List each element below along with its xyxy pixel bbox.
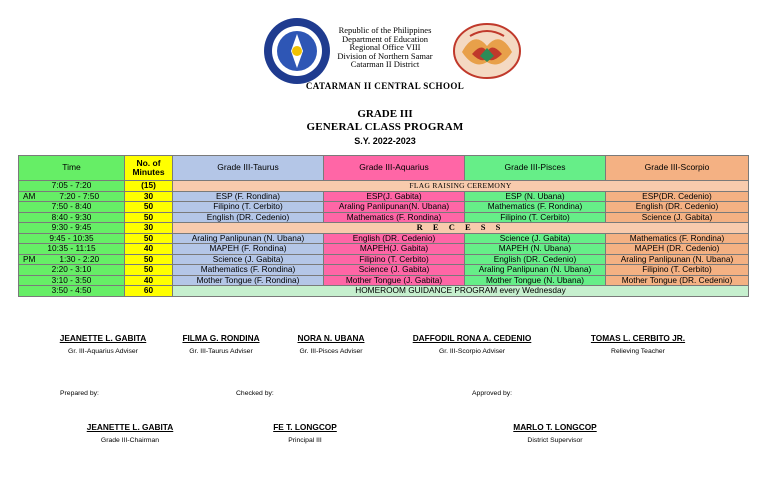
time-range: 7:50 - 8:40 xyxy=(51,201,92,211)
minutes-cell: 50 xyxy=(125,254,173,265)
header-pisces: Grade III-Pisces xyxy=(465,156,606,181)
signatory-name: JEANETTE L. GABITA xyxy=(86,422,174,432)
aquarius-cell: English (DR. Cedenio) xyxy=(324,233,465,244)
prepared-by-label: Prepared by: xyxy=(60,390,99,397)
table-row xyxy=(19,212,749,223)
scorpio-cell: Mathematics (F. Rondina) xyxy=(606,233,749,244)
scorpio-cell: Araling Panlipunan (N. Ubana) xyxy=(606,254,749,265)
table-row xyxy=(19,191,749,202)
header-minutes: No. of Minutes xyxy=(125,156,173,181)
time-range: 2:20 - 3:10 xyxy=(51,264,92,274)
table-row xyxy=(19,275,749,286)
adviser-signature xyxy=(402,333,542,355)
table-row xyxy=(19,286,749,297)
adviser-signature xyxy=(166,333,276,355)
header-line: Catarman II District xyxy=(350,59,420,70)
time-cell xyxy=(19,181,125,192)
adviser-role: Relieving Teacher xyxy=(611,348,665,355)
recess-cell: R E C E S S xyxy=(173,223,749,234)
time-cell xyxy=(19,265,125,276)
checker-signature xyxy=(260,422,350,444)
preparer-signature xyxy=(75,422,185,444)
header-line: Regional Office VIII xyxy=(349,42,421,53)
taurus-cell: Araling Panlipunan (N. Ubana) xyxy=(173,233,324,244)
time-range: 9:45 - 10:35 xyxy=(49,233,94,243)
aquarius-cell: MAPEH(J. Gabita) xyxy=(324,244,465,255)
scorpio-cell: Mother Tongue (DR. Cedenio) xyxy=(606,275,749,286)
time-range: 9:30 - 9:45 xyxy=(51,222,92,232)
table-row xyxy=(19,181,749,192)
table-header-row xyxy=(19,156,749,181)
time-range: 10:35 - 11:15 xyxy=(47,243,96,253)
pisces-cell: Mathematics (F. Rondina) xyxy=(465,202,606,213)
scorpio-cell: Science (J. Gabita) xyxy=(606,212,749,223)
minutes-cell: 60 xyxy=(125,286,173,297)
aquarius-cell: Araling Panlipunan(N. Ubana) xyxy=(324,202,465,213)
pisces-cell: Science (J. Gabita) xyxy=(465,233,606,244)
taurus-cell: Filipino (T. Cerbito) xyxy=(173,202,324,213)
flag-ceremony-cell: FLAG RAISING CEREMONY xyxy=(173,181,749,192)
table-row xyxy=(19,202,749,213)
scorpio-cell: ESP(DR. Cedenio) xyxy=(606,191,749,202)
adviser-name: NORA N. UBANA xyxy=(297,333,365,343)
adviser-name: TOMAS L. CERBITO JR. xyxy=(590,333,686,343)
program-title: GENERAL CLASS PROGRAM xyxy=(306,121,464,133)
time-range: 8:40 - 9:30 xyxy=(51,212,92,222)
scorpio-cell: MAPEH (DR. Cedenio) xyxy=(606,244,749,255)
time-range: 3:50 - 4:50 xyxy=(51,285,92,295)
time-cell xyxy=(19,202,125,213)
minutes-cell: 30 xyxy=(125,191,173,202)
adviser-signature xyxy=(578,333,698,355)
adviser-role: Gr. III-Aquarius Adviser xyxy=(68,348,138,355)
minutes-cell: 50 xyxy=(125,202,173,213)
minutes-cell: 50 xyxy=(125,265,173,276)
header-line: Division of Northern Samar xyxy=(337,50,433,61)
header-aquarius: Grade III-Aquarius xyxy=(324,156,465,181)
taurus-cell: ESP (F. Rondina) xyxy=(173,191,324,202)
table-row xyxy=(19,244,749,255)
adviser-role: Gr. III-Scorpio Adviser xyxy=(438,348,506,355)
taurus-cell: MAPEH (F. Rondina) xyxy=(173,244,324,255)
header-time: Time xyxy=(19,156,125,181)
header-line: Republic of the Philippines xyxy=(338,25,432,35)
time-range: 1:30 - 2:20 xyxy=(59,254,100,264)
taurus-cell: Science (J. Gabita) xyxy=(173,254,324,265)
aquarius-cell: Mother Tongue (J. Gabita) xyxy=(324,275,465,286)
taurus-cell: Mother Tongue (F. Rondina) xyxy=(173,275,324,286)
time-cell xyxy=(19,244,125,255)
header-taurus: Grade III-Taurus xyxy=(173,156,324,181)
scorpio-cell: Filipino (T. Cerbito) xyxy=(606,265,749,276)
adviser-signature xyxy=(48,333,158,355)
agency-header xyxy=(270,26,500,69)
time-range: 3:10 - 3:50 xyxy=(51,275,92,285)
minutes-cell: 30 xyxy=(125,223,173,234)
table-row xyxy=(19,233,749,244)
time-cell xyxy=(19,191,125,202)
adviser-role: Gr. III-Pisces Adviser xyxy=(299,348,363,355)
approved-by-label: Approved by: xyxy=(472,390,513,397)
class-schedule-table xyxy=(18,155,749,297)
checked-by-label: Checked by: xyxy=(236,390,274,397)
time-cell xyxy=(19,254,125,265)
minutes-cell: (15) xyxy=(125,181,173,192)
header-scorpio: Grade III-Scorpio xyxy=(606,156,749,181)
adviser-role: Gr. III-Taurus Adviser xyxy=(189,348,253,355)
time-cell xyxy=(19,275,125,286)
minutes-cell: 50 xyxy=(125,233,173,244)
pisces-cell: MAPEH (N. Ubana) xyxy=(465,244,606,255)
aquarius-cell: ESP(J. Gabita) xyxy=(324,191,465,202)
time-range: 7:20 - 7:50 xyxy=(59,191,100,201)
header-line: Department of Education xyxy=(342,33,428,44)
signatory-name: MARLO T. LONGCOP xyxy=(513,422,597,432)
scorpio-cell: English (DR. Cedenio) xyxy=(606,202,749,213)
signatory-name: FE T. LONGCOP xyxy=(273,422,337,432)
time-cell xyxy=(19,286,125,297)
pisces-cell: ESP (N. Ubana) xyxy=(465,191,606,202)
adviser-name: JEANETTE L. GABITA xyxy=(59,333,147,343)
time-cell xyxy=(19,223,125,234)
adviser-name: DAFFODIL RONA A. CEDENIO xyxy=(412,333,532,343)
table-row xyxy=(19,254,749,265)
table-row xyxy=(19,223,749,234)
homeroom-cell: HOMEROOM GUIDANCE PROGRAM every Wednesday xyxy=(173,286,749,297)
minutes-cell: 40 xyxy=(125,275,173,286)
ampm-label: AM xyxy=(23,191,36,201)
adviser-signature xyxy=(276,333,386,355)
pisces-cell: English (DR. Cedenio) xyxy=(465,254,606,265)
adviser-name: FILMA G. RONDINA xyxy=(182,333,260,343)
signatory-role: Grade III-Chairman xyxy=(100,437,160,444)
time-cell xyxy=(19,233,125,244)
ampm-label: PM xyxy=(23,254,36,264)
time-range: 7:05 - 7:20 xyxy=(51,180,92,190)
pisces-cell: Filipino (T. Cerbito) xyxy=(465,212,606,223)
pisces-cell: Araling Panlipunan (N. Ubana) xyxy=(465,265,606,276)
grade-title: GRADE III xyxy=(357,108,413,120)
time-cell xyxy=(19,212,125,223)
aquarius-cell: Science (J. Gabita) xyxy=(324,265,465,276)
taurus-cell: English (DR. Cedenio) xyxy=(173,212,324,223)
aquarius-cell: Mathematics (F. Rondina) xyxy=(324,212,465,223)
minutes-cell: 40 xyxy=(125,244,173,255)
table-row xyxy=(19,265,749,276)
signatory-role: Principal III xyxy=(288,437,322,444)
approver-signature xyxy=(495,422,615,444)
aquarius-cell: Filipino (T. Cerbito) xyxy=(324,254,465,265)
minutes-cell: 50 xyxy=(125,212,173,223)
pisces-cell: Mother Tongue (N. Ubana) xyxy=(465,275,606,286)
school-year: S.Y. 2022-2023 xyxy=(354,136,416,146)
school-name: CATARMAN II CENTRAL SCHOOL xyxy=(305,81,465,91)
taurus-cell: Mathematics (F. Rondina) xyxy=(173,265,324,276)
signatory-role: District Supervisor xyxy=(527,437,583,444)
